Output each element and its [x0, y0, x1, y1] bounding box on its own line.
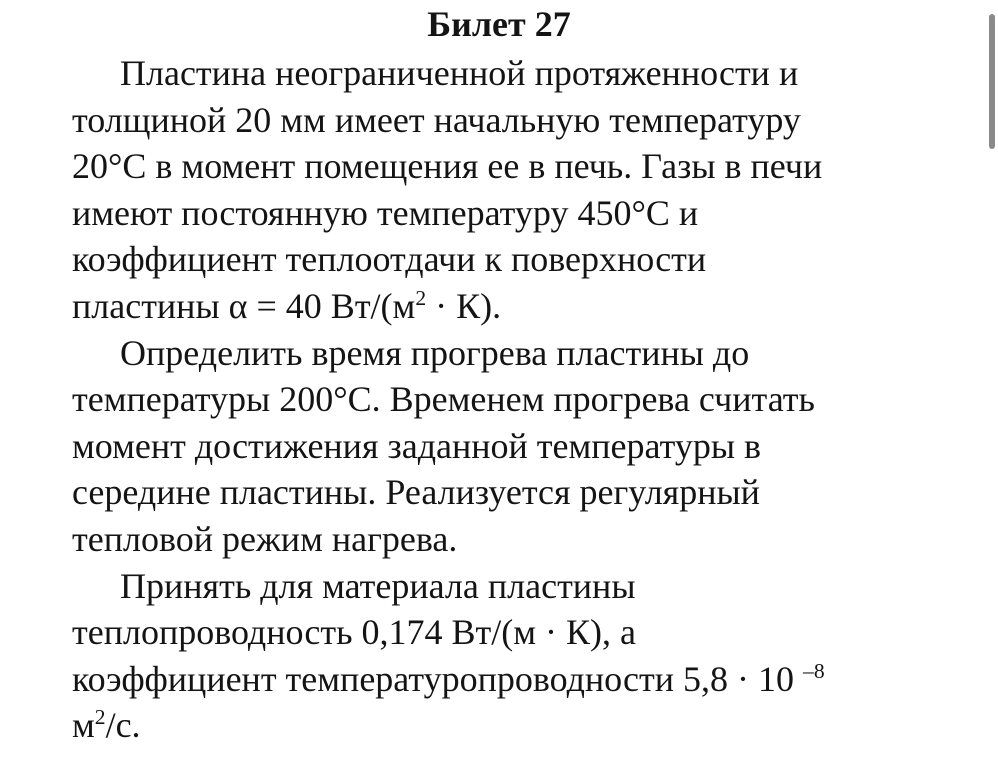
superscript-exponent: –8: [803, 658, 825, 683]
text-line: коэффициент теплоотдачи к поверхности: [72, 239, 707, 280]
text-line-units: [72, 702, 972, 749]
text-fragment: /с.: [105, 705, 141, 746]
text-fragment: пластины α = 40 Вт/(м: [72, 285, 416, 326]
scrollbar-thumb[interactable]: [989, 14, 995, 149]
text-line: 20°С в момент помещения ее в печь. Газы в печи: [72, 146, 823, 187]
text-fragment: · К).: [426, 285, 502, 326]
ticket-title: Билет 27: [427, 4, 571, 44]
text-line: середине пластины. Реализуется регулярный: [72, 472, 760, 513]
text-line: толщиной 20 мм имеет начальную температуру: [72, 99, 801, 140]
text-line: Определить время прогрева пластины до: [120, 332, 750, 373]
paragraph-problem-conditions: [72, 50, 972, 330]
text-line-heat-transfer-coefficient: [72, 283, 972, 330]
superscript: 2: [415, 285, 427, 310]
vertical-scrollbar[interactable]: [986, 0, 998, 780]
text-line: имеют постоянную температуру 450°С и: [72, 192, 699, 233]
text-line: момент достижения заданной температуры в: [72, 425, 762, 466]
text-line: температуры 200°С. Временем прогрева считать: [72, 379, 815, 420]
text-line: Принять для материала пластины: [120, 565, 636, 606]
paragraph-material-properties: [72, 563, 972, 749]
text-line-diffusivity: [72, 656, 972, 703]
text-fragment: м: [72, 705, 95, 746]
ticket-text: [72, 50, 972, 749]
paragraph-task: [72, 330, 972, 563]
text-fragment: коэффициент температуропроводности 5,8 · 10: [72, 658, 804, 699]
text-line: тепловой режим нагрева.: [72, 518, 458, 559]
text-line: теплопроводность 0,174 Вт/(м · К), а: [72, 612, 637, 653]
superscript: 2: [94, 705, 106, 730]
text-line: Пластина неограниченной протяженности и: [120, 53, 799, 93]
